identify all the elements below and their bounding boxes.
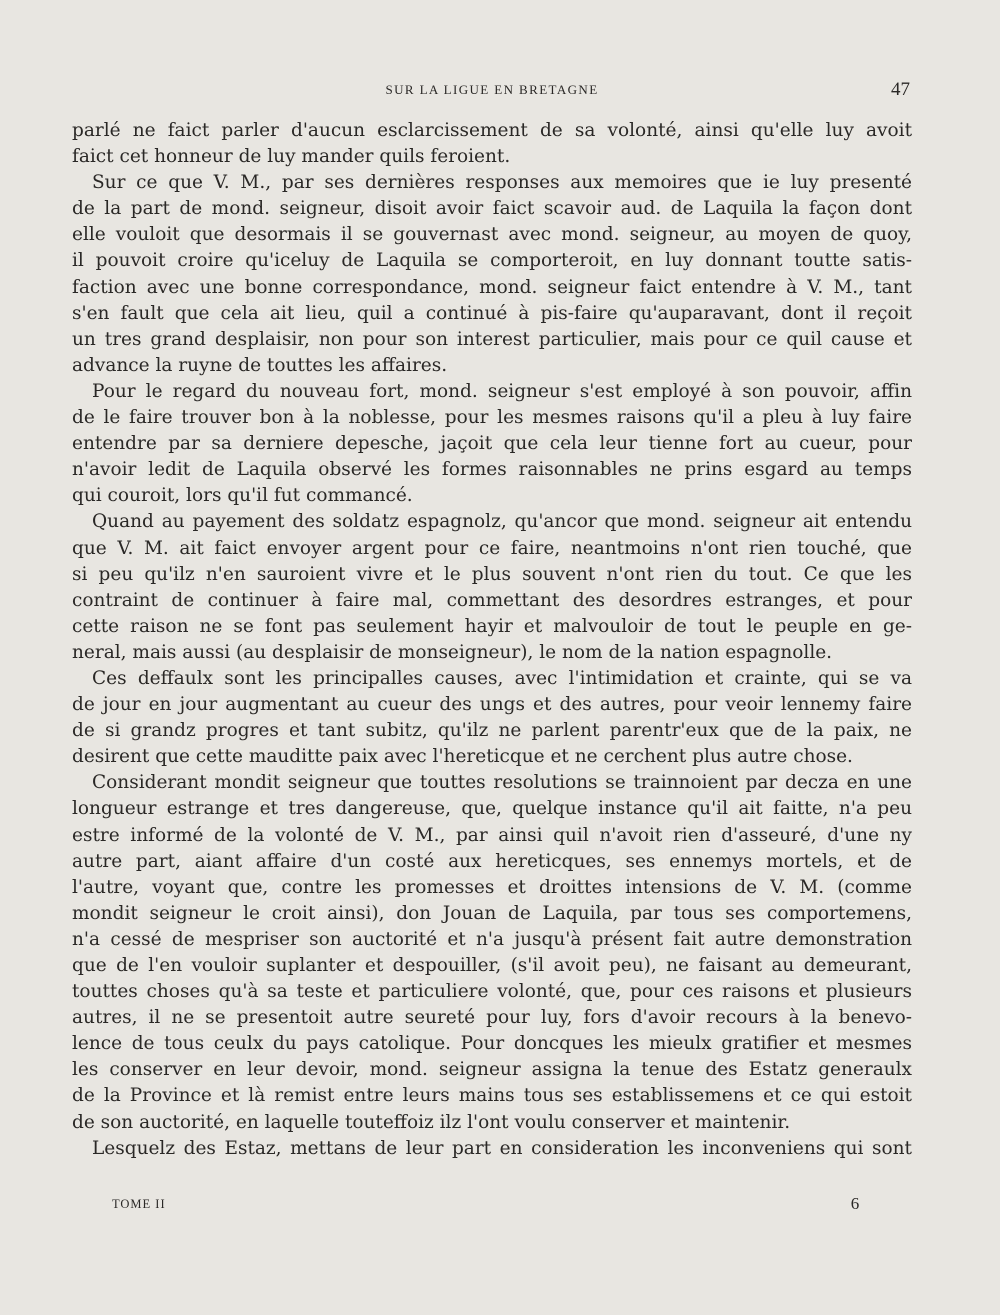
page-footer <box>0 1194 1000 1217</box>
text-line: longueur estrange et tres dangereuse, que, quelque instance qu'il ait faitte, n'a peu <box>72 798 912 820</box>
volume-label: TOME II <box>112 1197 166 1211</box>
text-line: Quand au payement des soldatz espagnolz, qu'ancor que mond. seigneur ait entendu <box>92 511 912 533</box>
text-line: de la part de mond. seigneur, disoit avoir faict scavoir aud. de Laquila la façon dont <box>72 198 912 220</box>
text-line: cette raison ne se font pas seulement hayir et malvouloir de tout le peuple en ge- <box>72 615 912 637</box>
running-title: SUR LA LIGUE EN BRETAGNE <box>385 82 599 97</box>
text-line: Ces deffaulx sont les principalles causes, avec l'intimidation et crainte, qui se va <box>92 667 912 689</box>
text-line: autre part, aiant affaire d'un costé aux hereticques, ses ennemys mortels, et de <box>72 850 912 872</box>
text-line: autres, il ne se presentoit autre seureté pour luy, fors d'avoir recours à la benevo- <box>72 1007 912 1029</box>
text-line: il pouvoit croire qu'iceluy de Laquila se comporteroit, en luy donnant toutte satis- <box>72 250 912 272</box>
text-line: faict cet honneur de luy mander quils feroient. <box>72 146 511 168</box>
text-line: n'a cessé de mespriser son auctorité et n'a jusqu'à présent fait autre demonstration <box>72 928 912 950</box>
text-line: mondit seigneur le croit ainsi), don Jouan de Laquila, par tous ses comportemens, <box>72 902 912 924</box>
text-line: parlé ne faict parler d'aucun esclarcissement de sa volonté, ainsi qu'elle luy avoit <box>72 120 912 141</box>
text-line: que V. M. ait faict envoyer argent pour ce faire, neantmoins n'ont rien touché, que <box>72 537 912 559</box>
text-line: estre informé de la volonté de V. M., par ainsi quil n'avoit rien d'asseuré, d'une ny <box>72 824 912 846</box>
text-line: advance la ruyne de touttes les affaires. <box>72 354 448 376</box>
text-line: elle vouloit que desormais il se gouvernast avec mond. seigneur, au moyen de quoy, <box>72 224 912 246</box>
text-line: entendre par sa derniere depesche, jaçoit que cela leur tienne fort au cueur, pour <box>72 433 912 455</box>
text-line: si peu qu'ilz n'en sauroient vivre et le plus souvent n'ont rien du tout. Ce que les <box>72 563 912 585</box>
text-line: les conserver en leur devoir, mond. seigneur assigna la tenue des Estatz generaulx <box>72 1059 912 1081</box>
text-line: touttes choses qu'à sa teste et particuliere volonté, que, pour ces raisons et plusieurs <box>72 981 912 1003</box>
text-line: s'en fault que cela ait lieu, quil a continué à pis-faire qu'auparavant, dont il reçoit <box>72 302 912 324</box>
text-line: qui couroit, lors qu'il fut commancé. <box>72 485 413 507</box>
text-line: que de l'en vouloir suplanter et despouiller, (s'il avoit peu), ne faisant au demeurant, <box>72 955 912 976</box>
text-line: de la Province et là remist entre leurs mains tous ses establissemens et ce qui estoit <box>72 1085 912 1107</box>
text-line: de le faire trouver bon à la noblesse, pour les mesmes raisons qu'il a pleu à luy faire <box>72 407 912 429</box>
text-line: l'autre, voyant que, contre les promesses et droittes intensions de V. M. (comme <box>72 876 912 898</box>
text-line: desirent que cette mauditte paix avec l'hereticque et ne cerchent plus autre chose. <box>72 746 853 768</box>
text-line: faction avec une bonne correspondance, mond. seigneur faict entendre à V. M., tant <box>72 276 912 298</box>
text-line: de son auctorité, en laquelle touteffoiz ilz l'ont voulu conserver et maintenir. <box>72 1111 791 1133</box>
text-line: neral, mais aussi (au desplaisir de monseigneur), le nom de la nation espagnolle. <box>72 641 833 663</box>
body-text <box>72 118 912 1162</box>
text-line: n'avoir ledit de Laquila observé les formes raisonnables ne prins esgard au temps <box>72 459 912 481</box>
running-header <box>0 80 1000 104</box>
text-line: un tres grand desplaisir, non pour son interest particulier, mais pour ce quil cause et <box>72 328 912 350</box>
text-line: de si grandz progres et tant subitz, qu'ilz ne parlent parentr'eux que de la paix, ne <box>72 720 912 742</box>
text-line: de jour en jour augmentant au cueur des ungs et des autres, pour veoir lennemy faire <box>72 694 912 716</box>
text-line: contraint de continuer à faire mal, commettant des desordres estranges, et pour <box>72 589 912 611</box>
signature-mark: 6 <box>850 1194 860 1213</box>
page-number: 47 <box>891 79 910 100</box>
text-line: Pour le regard du nouveau fort, mond. seigneur s'est employé à son pouvoir, affin <box>92 380 912 402</box>
text-line: Sur ce que V. M., par ses dernières responses aux memoires que ie luy presenté <box>92 172 912 194</box>
text-line: Considerant mondit seigneur que touttes resolutions se trainnoient par decza en une <box>92 772 912 794</box>
text-line: Lesquelz des Estaz, mettans de leur part en consideration les inconveniens qui sont <box>92 1137 912 1159</box>
text-line: lence de tous ceulx du pays catolique. Pour doncques les mieulx gratifier et mesmes <box>72 1033 912 1055</box>
